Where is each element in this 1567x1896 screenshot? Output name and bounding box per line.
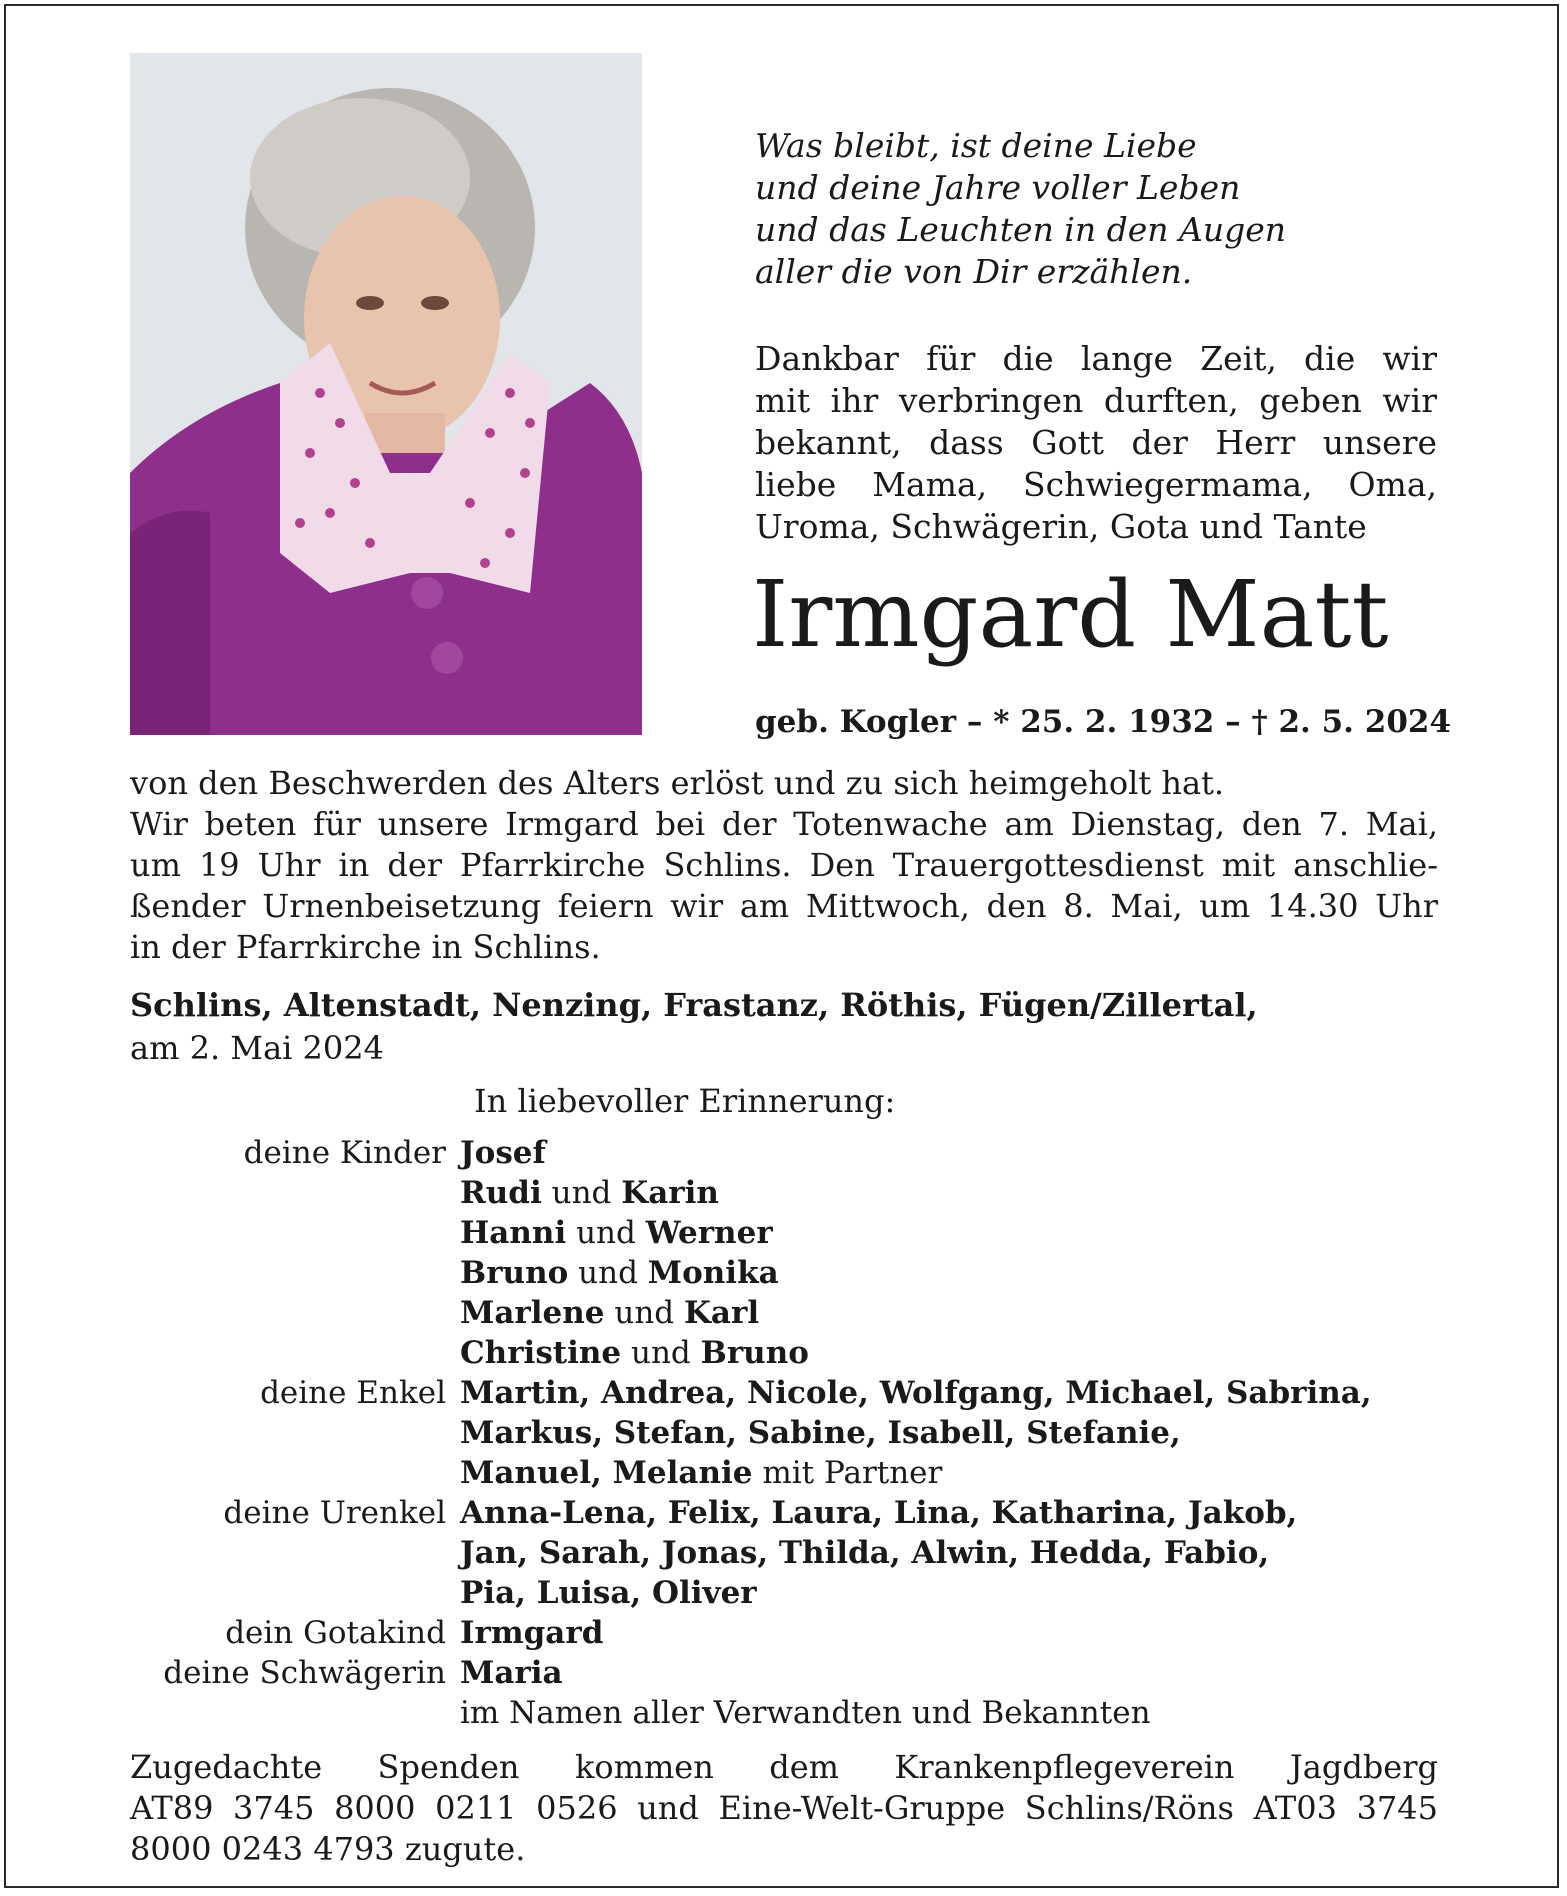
intro-line: liebe Mama, Schwiegermama, Oma, [755, 465, 1437, 504]
family-name: Rudi [460, 1175, 542, 1211]
intro-line: bekannt, dass Gott der Herr unsere [755, 423, 1437, 462]
family-names: Anna-Lena, Felix, Laura, Lina, Katharina, Jakob, [460, 1495, 1298, 1531]
family-name: Monika [647, 1255, 779, 1291]
body-line: von den Beschwerden des Alters erlöst und zu sich heimgeholt hat. [130, 764, 1225, 802]
family-connector: und [541, 1175, 622, 1211]
family-label: dein Gotakind [225, 1615, 446, 1651]
family-name: Christine [460, 1335, 622, 1371]
family-row [130, 1373, 1460, 1413]
portrait-photo [130, 53, 642, 735]
family-name: Bruno [700, 1335, 809, 1371]
family-connector: und [568, 1255, 648, 1291]
body-line: Wir beten für unsere Irmgard bei der Totenwache am Dienstag, den 7. Mai, [130, 805, 1438, 843]
family-names: Pia, Luisa, Oliver [460, 1575, 757, 1611]
family-row [130, 1173, 1460, 1213]
family-closing: im Namen aller Verwandten und Bekannten [460, 1695, 1151, 1731]
family-row [130, 1293, 1460, 1333]
deceased-dates: geb. Kogler – * 25. 2. 1932 – † 2. 5. 2024 [755, 704, 1452, 740]
deceased-name: Irmgard Matt [752, 561, 1389, 668]
family-row [130, 1213, 1460, 1253]
family-label: deine Urenkel [223, 1495, 446, 1531]
family-row [130, 1133, 1460, 1173]
family-connector: und [566, 1215, 646, 1251]
body-paragraph [130, 763, 1438, 968]
family-connector: und [604, 1295, 684, 1331]
poem-line: Was bleibt, ist deine Liebe [755, 126, 1197, 165]
portrait-illustration [130, 53, 642, 735]
family-connector: und [621, 1335, 701, 1371]
family-row [130, 1533, 1460, 1573]
family-names: Markus, Stefan, Sabine, Isabell, Stefanie, [460, 1415, 1181, 1451]
body-line: in der Pfarrkirche in Schlins. [130, 928, 601, 966]
donations-line: 8000 0243 4793 zugute. [130, 1830, 526, 1868]
family-row [130, 1253, 1460, 1293]
poem-line: aller die von Dir erzählen. [755, 252, 1193, 291]
body-line: ßender Urnenbeisetzung feiern wir am Mittwoch, den 8. Mai, um 14.30 Uhr [130, 887, 1438, 925]
poem-line: und deine Jahre voller Leben [755, 168, 1241, 207]
poem-line: und das Leuchten in den Augen [755, 210, 1286, 249]
family-name: Marlene [460, 1295, 605, 1331]
intro-line: Uroma, Schwägerin, Gota und Tante [755, 507, 1367, 546]
family-name: Karin [621, 1175, 719, 1211]
family-name: Karl [683, 1295, 760, 1331]
donations-line: AT89 3745 8000 0211 0526 und Eine-Welt-Gruppe Schlins/Röns AT03 3745 [130, 1789, 1438, 1827]
donations-line: Zugedachte Spenden kommen dem Krankenpflegeverein Jagdberg [130, 1748, 1438, 1786]
family-row [130, 1573, 1460, 1613]
family-list [130, 1133, 1460, 1733]
remembrance-heading: In liebevoller Erinnerung: [474, 1082, 896, 1120]
family-names: Maria [460, 1655, 563, 1691]
family-names: Irmgard [460, 1615, 604, 1651]
family-names: Martin, Andrea, Nicole, Wolfgang, Michael, Sabrina, [460, 1375, 1372, 1411]
intro-line: Dankbar für die lange Zeit, die wir [755, 339, 1437, 378]
family-row [130, 1453, 1460, 1493]
family-label: deine Kinder [243, 1135, 446, 1171]
family-row [130, 1493, 1460, 1533]
place-date: am 2. Mai 2024 [130, 1029, 384, 1067]
family-name: Werner [645, 1215, 773, 1251]
places-line: Schlins, Altenstadt, Nenzing, Frastanz, Röthis, Fügen/Zillertal, [130, 986, 1258, 1024]
family-names: Manuel, Melanie [460, 1455, 753, 1491]
family-row [130, 1333, 1460, 1373]
family-name: Hanni [460, 1215, 567, 1251]
family-row [130, 1413, 1460, 1453]
family-suffix: mit Partner [752, 1455, 943, 1491]
intro-paragraph [755, 338, 1437, 548]
donations-note [130, 1747, 1438, 1870]
family-name: Josef [460, 1135, 546, 1171]
family-label: deine Enkel [260, 1375, 446, 1411]
family-label: deine Schwägerin [163, 1655, 446, 1691]
body-line: um 19 Uhr in der Pfarrkirche Schlins. Den Trauergottesdienst mit anschlie- [130, 846, 1438, 884]
family-row [130, 1693, 1460, 1733]
family-name: Bruno [460, 1255, 569, 1291]
family-row [130, 1653, 1460, 1693]
family-row [130, 1613, 1460, 1653]
family-names: Jan, Sarah, Jonas, Thilda, Alwin, Hedda, Fabio, [460, 1535, 1270, 1571]
intro-line: mit ihr verbringen durften, geben wir [755, 381, 1437, 420]
poem [755, 125, 1445, 293]
